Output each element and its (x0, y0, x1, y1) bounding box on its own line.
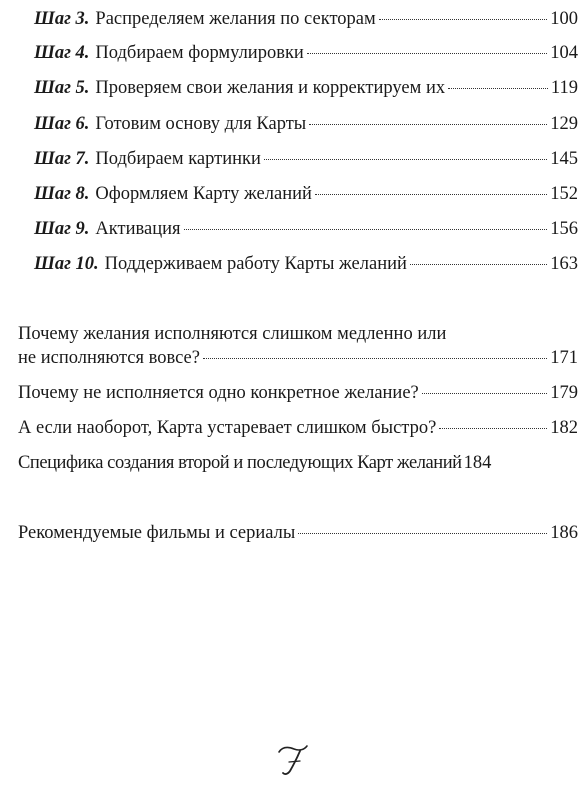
entry-title: Специфика создания второй и последующих Карт желаний (18, 453, 462, 473)
page-number: 182 (550, 418, 578, 438)
step-label: Шаг 8. (34, 184, 90, 204)
entry-title: Почему не исполняется одно конкретное желание? (18, 383, 419, 403)
entry-title: Распределяем желания по секторам (95, 9, 376, 29)
dot-leader (410, 264, 547, 265)
dot-leader (264, 159, 547, 160)
toc-entry-faq-1-line-1[interactable]: Почему желания исполняются слишком медленно или (18, 324, 447, 344)
page-number: 186 (550, 523, 578, 543)
page-number: 163 (550, 254, 578, 274)
toc-entry-step-4[interactable] (34, 42, 578, 64)
dot-leader (422, 393, 547, 394)
dot-leader (298, 533, 547, 534)
entry-title: Подбираем формулировки (95, 43, 304, 63)
step-label: Шаг 6. (34, 114, 90, 134)
entry-title: Активация (95, 219, 181, 239)
page-number: 156 (550, 219, 578, 239)
toc-entry-films[interactable] (18, 522, 578, 544)
toc-entry-step-9[interactable] (34, 218, 578, 240)
toc-entry-step-8[interactable] (34, 183, 578, 205)
page-number: 104 (550, 43, 578, 63)
step-label: Шаг 10. (34, 254, 99, 274)
page-number: 179 (550, 383, 578, 403)
dot-leader (439, 428, 547, 429)
page-number: 100 (550, 9, 578, 29)
step-label: Шаг 7. (34, 149, 90, 169)
toc-entry-step-7[interactable] (34, 148, 578, 170)
toc-entry-step-6[interactable] (34, 113, 578, 135)
step-label: Шаг 4. (34, 43, 90, 63)
entry-title: Проверяем свои желания и корректируем их (95, 78, 446, 98)
dot-leader (448, 88, 548, 89)
toc-entry-step-3[interactable] (34, 8, 578, 30)
step-label: Шаг 5. (34, 78, 90, 98)
page-number: 152 (550, 184, 578, 204)
page-number: 171 (550, 348, 578, 368)
entry-title: Подбираем картинки (95, 149, 261, 169)
page-number: 145 (550, 149, 578, 169)
entry-title: Рекомендуемые фильмы и сериалы (18, 523, 296, 543)
toc-entry-step-10[interactable] (34, 253, 578, 275)
entry-title: Готовим основу для Карты (95, 114, 307, 134)
toc-entry-faq-2[interactable] (18, 382, 578, 404)
dot-leader (203, 358, 547, 359)
toc-entry-step-5[interactable] (34, 77, 578, 99)
dot-leader (309, 124, 547, 125)
page-number: 129 (550, 114, 578, 134)
dot-leader (315, 194, 547, 195)
step-label: Шаг 3. (34, 9, 90, 29)
page-number: 184 (463, 453, 492, 473)
dot-leader (379, 19, 548, 20)
toc-entry-faq-4[interactable] (18, 452, 578, 474)
page-folio-number (273, 738, 313, 778)
entry-title: А если наоборот, Карта устаревает слишком быстро? (18, 418, 437, 438)
toc-entry-faq-1[interactable] (18, 347, 578, 369)
dot-leader (184, 229, 548, 230)
entry-title: не исполняются вовсе? (18, 348, 200, 368)
page-number: 119 (550, 78, 578, 98)
step-label: Шаг 9. (34, 219, 90, 239)
entry-title: Оформляем Карту желаний (95, 184, 312, 204)
dot-leader (307, 53, 547, 54)
toc-entry-faq-3[interactable] (18, 417, 578, 439)
entry-title: Поддерживаем работу Карты желаний (104, 254, 407, 274)
